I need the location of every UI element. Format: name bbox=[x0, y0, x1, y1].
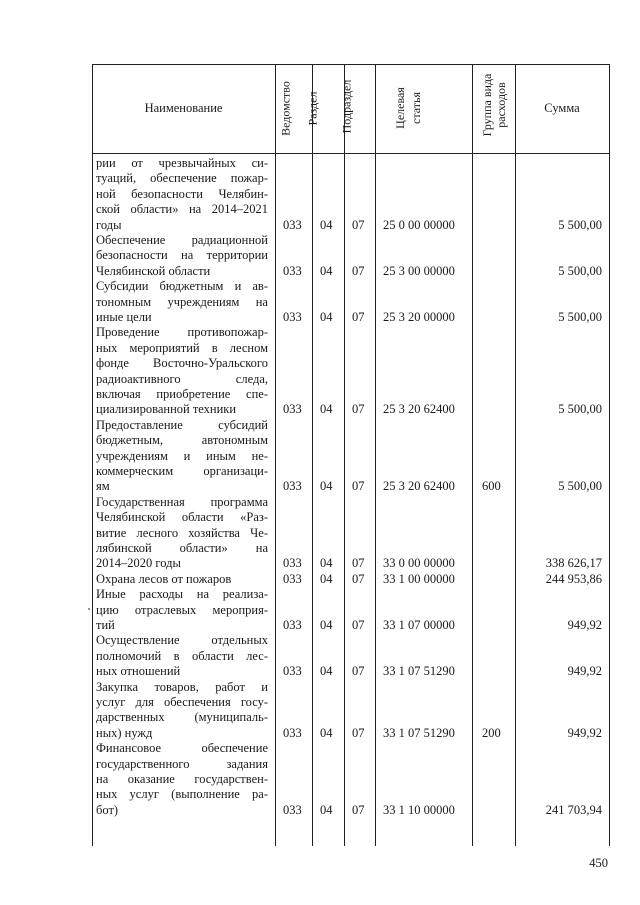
row-vedomstvo: 033 bbox=[283, 802, 302, 817]
row-vedomstvo: 033 bbox=[283, 571, 302, 586]
row-summa: 949,92 bbox=[567, 618, 602, 632]
row-podrazdel: 07 bbox=[352, 725, 365, 740]
row-name bbox=[96, 495, 268, 572]
row-vedomstvo: 033 bbox=[283, 263, 302, 278]
row-summa: 949,92 bbox=[567, 725, 602, 740]
row-name bbox=[96, 587, 268, 633]
row-celevaya: 25 3 20 62400 bbox=[383, 479, 455, 494]
row-name-line: дарственных (муниципаль- bbox=[96, 710, 268, 725]
row-vedomstvo: 033 bbox=[283, 217, 302, 232]
row-name-line: ной безопасности Челябин- bbox=[96, 186, 268, 201]
row-celevaya: 25 0 00 00000 bbox=[383, 217, 455, 232]
row-summa: 338 626,17 bbox=[545, 556, 602, 571]
row-celevaya: 33 0 00 00000 bbox=[383, 556, 455, 571]
row-podrazdel: 07 bbox=[352, 310, 365, 324]
row-summa: 5 500,00 bbox=[558, 217, 602, 232]
row-name bbox=[96, 680, 268, 742]
row-vedomstvo: 033 bbox=[283, 310, 302, 324]
row-name-line: коммерческим организаци- bbox=[96, 463, 268, 478]
row-podrazdel: 07 bbox=[352, 479, 365, 494]
header-razdel: Раздел bbox=[305, 91, 320, 126]
row-name bbox=[96, 572, 268, 587]
row-name-line: туаций, обеспечение пожар- bbox=[96, 171, 268, 186]
row-name-line: Субсидии бюджетным и ав- bbox=[96, 279, 268, 294]
row-name bbox=[96, 279, 268, 325]
row-celevaya: 33 1 10 00000 bbox=[383, 802, 455, 817]
row-name-line: безопасности на территории bbox=[96, 248, 268, 263]
row-podrazdel: 07 bbox=[352, 556, 365, 571]
header-gruppa: Группа вида расходов bbox=[480, 73, 508, 137]
scan-speck bbox=[88, 608, 90, 610]
row-podrazdel: 07 bbox=[352, 571, 365, 586]
row-podrazdel: 07 bbox=[352, 402, 365, 417]
row-summa: 5 500,00 bbox=[558, 402, 602, 417]
row-vedomstvo: 033 bbox=[283, 402, 302, 417]
row-name-line: Проведение противопожар- bbox=[96, 325, 268, 340]
row-name-line: рии от чрезвычайных си- bbox=[96, 156, 268, 170]
col-border-pod bbox=[344, 64, 345, 846]
row-vedomstvo: 033 bbox=[283, 725, 302, 740]
row-name-line: Охрана лесов от пожаров bbox=[96, 571, 232, 586]
row-name-line: иные цели bbox=[96, 309, 152, 324]
row-gruppa: 600 bbox=[482, 479, 501, 494]
row-name-line: бот) bbox=[96, 802, 119, 817]
row-name-line: учреждениям и иным не- bbox=[96, 448, 268, 463]
row-celevaya: 25 3 20 62400 bbox=[383, 402, 455, 417]
row-name-line: Обеспечение радиационной bbox=[96, 233, 268, 247]
row-name bbox=[96, 418, 268, 495]
header-vedomstvo: Ведомство bbox=[278, 81, 293, 136]
row-summa: 5 500,00 bbox=[558, 479, 602, 494]
row-name-line: Челябинской области «Раз- bbox=[96, 510, 268, 525]
row-razdel: 04 bbox=[320, 310, 333, 324]
row-razdel: 04 bbox=[320, 664, 333, 679]
row-gruppa: 200 bbox=[482, 725, 501, 740]
row-vedomstvo: 033 bbox=[283, 618, 302, 632]
row-name-line: тономным учреждениям на bbox=[96, 294, 268, 309]
col-border-raz bbox=[312, 64, 313, 846]
row-name bbox=[96, 741, 268, 818]
row-name-line: фонде Восточно-Уральского bbox=[96, 356, 268, 371]
row-name-line: ных) нужд bbox=[96, 725, 153, 740]
col-border-sum bbox=[515, 64, 516, 846]
row-name-line: тий bbox=[96, 617, 115, 632]
row-vedomstvo: 033 bbox=[283, 664, 302, 679]
row-name-line: Финансовое обеспечение bbox=[96, 741, 268, 756]
row-name-line: на оказание государствен- bbox=[96, 771, 268, 786]
header-name: Наименование bbox=[144, 101, 223, 115]
row-name-line: Предоставление субсидий bbox=[96, 417, 268, 432]
row-name-line: Осуществление отдельных bbox=[96, 633, 268, 648]
row-celevaya: 33 1 07 51290 bbox=[383, 664, 455, 679]
row-name-line: Закупка товаров, работ и bbox=[96, 679, 268, 694]
row-razdel: 04 bbox=[320, 725, 333, 740]
row-name-line: ных услуг (выполнение ра- bbox=[96, 787, 268, 802]
row-celevaya: 25 3 20 00000 bbox=[383, 310, 455, 324]
col-border-left bbox=[92, 64, 93, 846]
row-podrazdel: 07 bbox=[352, 802, 365, 817]
row-name-line: витие лесного хозяйства Че- bbox=[96, 525, 268, 540]
row-summa: 244 953,86 bbox=[545, 571, 602, 586]
row-name-line: 2014–2020 годы bbox=[96, 556, 181, 571]
row-podrazdel: 07 bbox=[352, 618, 365, 632]
row-name-line: ных отношений bbox=[96, 664, 181, 679]
row-razdel: 04 bbox=[320, 479, 333, 494]
row-razdel: 04 bbox=[320, 556, 333, 571]
row-celevaya: 33 1 07 51290 bbox=[383, 725, 455, 740]
row-razdel: 04 bbox=[320, 217, 333, 232]
row-name-line: государственного задания bbox=[96, 756, 268, 771]
row-name-line: Государственная программа bbox=[96, 494, 268, 509]
row-summa: 949,92 bbox=[567, 664, 602, 679]
row-name bbox=[96, 156, 268, 233]
row-name-line: Челябинской области bbox=[96, 263, 211, 278]
row-summa: 5 500,00 bbox=[558, 310, 602, 324]
col-border-ved bbox=[275, 64, 276, 846]
row-name bbox=[96, 233, 268, 279]
row-razdel: 04 bbox=[320, 802, 333, 817]
row-name bbox=[96, 325, 268, 417]
header-celevaya: Целевая статья bbox=[393, 87, 423, 129]
row-name-line: бюджетным, автономным bbox=[96, 433, 268, 448]
row-name-line: полномочий в области лес- bbox=[96, 648, 268, 663]
row-name-line: ных мероприятий в лесном bbox=[96, 340, 268, 355]
row-name-line: лябинской области» на bbox=[96, 540, 268, 555]
row-razdel: 04 bbox=[320, 618, 333, 632]
row-name-line: радиоактивного следа, bbox=[96, 371, 268, 386]
row-podrazdel: 07 bbox=[352, 664, 365, 679]
row-name-line: цию отраслевых мероприя- bbox=[96, 602, 268, 617]
row-name-line: ской области» на 2014–2021 bbox=[96, 202, 268, 217]
row-vedomstvo: 033 bbox=[283, 479, 302, 494]
col-border-grp bbox=[472, 64, 473, 846]
row-name-line: циализированной техники bbox=[96, 402, 237, 417]
page-number: 450 bbox=[589, 856, 608, 870]
row-celevaya: 33 1 00 00000 bbox=[383, 571, 455, 586]
row-summa: 241 703,94 bbox=[545, 802, 602, 817]
header-podrazdel: Подраздел bbox=[339, 79, 354, 134]
col-border-right bbox=[609, 64, 610, 846]
row-summa: 5 500,00 bbox=[558, 263, 602, 278]
row-razdel: 04 bbox=[320, 263, 333, 278]
row-vedomstvo: 033 bbox=[283, 556, 302, 571]
col-border-cel bbox=[375, 64, 376, 846]
row-name bbox=[96, 633, 268, 679]
header-summa: Сумма bbox=[544, 101, 580, 115]
row-celevaya: 25 3 00 00000 bbox=[383, 263, 455, 278]
row-name-line: ям bbox=[96, 479, 110, 494]
header-bottom-border bbox=[92, 153, 610, 154]
row-razdel: 04 bbox=[320, 402, 333, 417]
row-name-line: услуг для обеспечения госу- bbox=[96, 694, 268, 709]
row-name-line: Иные расходы на реализа- bbox=[96, 587, 268, 602]
row-podrazdel: 07 bbox=[352, 217, 365, 232]
row-celevaya: 33 1 07 00000 bbox=[383, 618, 455, 632]
row-razdel: 04 bbox=[320, 571, 333, 586]
row-name-line: включая приобретение спе- bbox=[96, 386, 268, 401]
row-podrazdel: 07 bbox=[352, 263, 365, 278]
row-name-line: годы bbox=[96, 217, 122, 232]
